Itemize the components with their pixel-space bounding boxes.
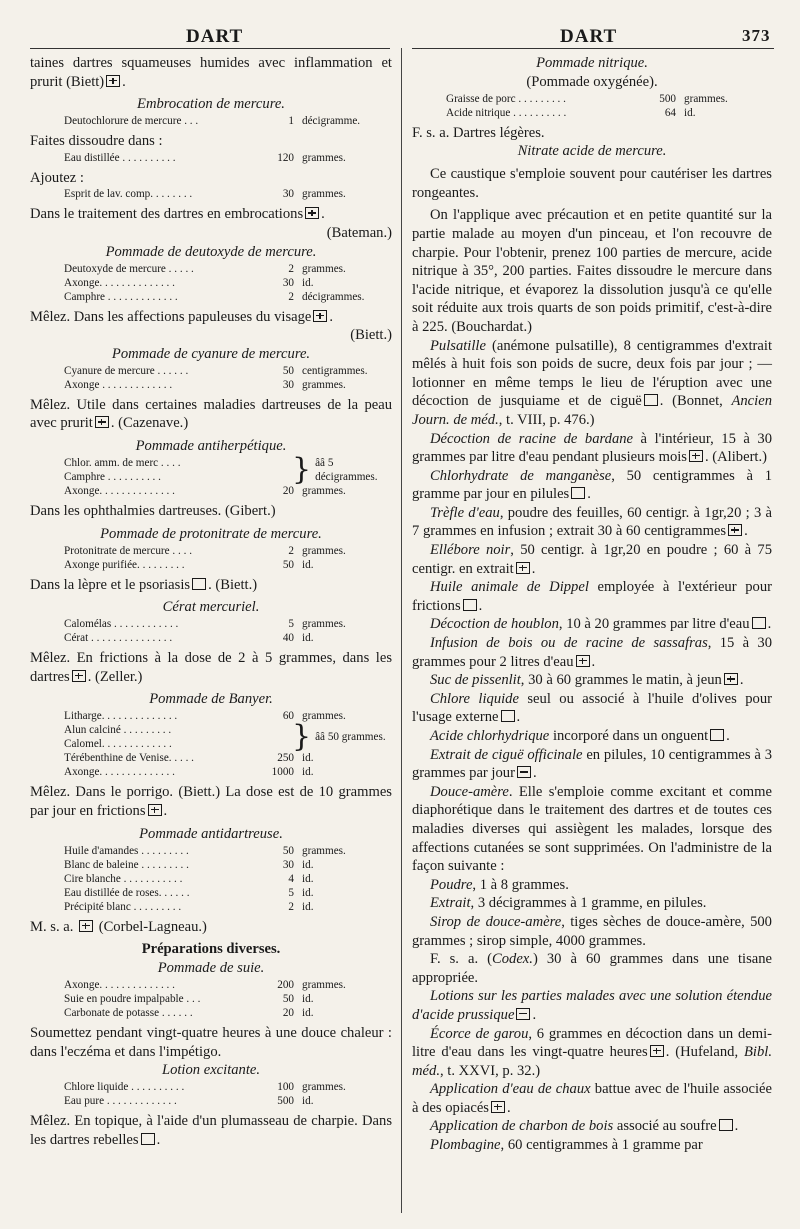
formula-line: Térébenthine de Venise. . . . . 250 id.	[64, 752, 314, 765]
plus-box-icon	[79, 920, 93, 932]
plus-box-icon	[72, 670, 86, 682]
empty-box-icon	[571, 487, 585, 499]
section-heading: Préparations diverses.	[141, 941, 281, 958]
formula-line: Litharge. . . . . . . . . . . . . . 60 grammes.	[64, 710, 346, 723]
paragraph: Dans la lèpre et le psoriasis . (Biett.)	[30, 576, 258, 593]
paragraph: Écorce de garou, 6 grammes en décoction dans un demi-litre d'eau dans les vingt-quatre heures . (Hufeland, Bibl. méd., t. XXVI, p. 32.)	[412, 1025, 772, 1079]
plus-box-icon	[313, 310, 327, 322]
paragraph: Décoction de racine de bardane à l'intérieur, 15 à 30 grammes par litre d'eau pendant plusieurs mois . (Alibert.)	[412, 430, 772, 466]
plus-box-icon	[576, 655, 590, 667]
formula-line: Carbonate de potasse . . . . . . 20 id.	[64, 1007, 314, 1020]
paragraph: Application d'eau de chaux battue avec de l'huile associée à des opiacés .	[412, 1081, 772, 1116]
formula-heading: Pommade de suie.	[157, 960, 265, 977]
paragraph: Décoction de houblon, 10 à 20 grammes par litre d'eau .	[430, 616, 772, 633]
citation: (Bateman.)	[326, 224, 392, 241]
paragraph: Chlore liquide seul ou associé à l'huile d'olives pour l'usage externe .	[412, 690, 772, 726]
formula-heading: Embrocation de mercure.	[137, 96, 285, 113]
paragraph: Faites dissoudre dans :	[30, 133, 163, 150]
paragraph: Mêlez. En topique, à l'aide d'un plumasseau de charpie. Dans les dartres rebelles .	[30, 1113, 392, 1148]
paragraph: Infusion de bois ou de racine de sassafras, 15 à 30 grammes pour 2 litres d'eau .	[412, 635, 773, 670]
paragraph: Lotions sur les parties malades avec une solution étendue d'acide prussique .	[412, 988, 772, 1023]
formula-line: Eau distillée . . . . . . . . . . 120 grammes.	[64, 151, 346, 164]
formula-heading: Lotion excitante.	[161, 1062, 261, 1079]
formula-heading: Pommade antiherpétique.	[135, 437, 287, 454]
paragraph: Dans les ophthalmies dartreuses. (Gibert.)	[30, 502, 276, 519]
paragraph: On l'applique avec précaution et en petite quantité sur la partie malade au moyen d'un pinceau, et l'on recouvre de charpie. Pour l'obtenir, prenez 100 parties de mercure, acide nitrique à 35°, 200 parties. Faites dissoudre le mercure dans l'acide nitrique, et évaporez la dissolution jusqu'à ce qu'elle soit réduite aux trois quarts de son poids primitif, c'est-à-dire à 225. (Bouchardat.)	[412, 207, 772, 335]
formula-line: Deutochlorure de mercure . . . 1 décigramme.	[64, 115, 361, 128]
paragraph: Huile animale de Dippel employée à l'extérieur pour frictions .	[412, 579, 772, 614]
minus-box-icon	[517, 766, 531, 778]
paragraph: F. s. a. (Codex.) 30 à 60 grammes dans une tisane appropriée.	[412, 951, 773, 986]
empty-box-icon	[644, 394, 658, 406]
formula-line: Deutoxyde de mercure . . . . . 2 grammes.	[64, 262, 346, 275]
formula-heading: Cérat mercuriel.	[162, 599, 260, 616]
formula-line: Eau pure . . . . . . . . . . . . . 500 id.	[64, 1095, 314, 1108]
formula-line: Axonge. . . . . . . . . . . . . . 200 grammes.	[64, 979, 346, 992]
right-column	[412, 54, 772, 1155]
formula-line: Axonge. . . . . . . . . . . . . . 30 id.	[64, 276, 314, 289]
paragraph: Soumettez pendant vingt-quatre heures à une douce chaleur : dans l'eczéma et dans l'impétigo.	[30, 1025, 392, 1060]
header-rule-left	[30, 48, 390, 49]
formula-line: Protonitrate de mercure . . . . 2 grammes.	[64, 544, 346, 557]
formula-line: Axonge. . . . . . . . . . . . . . 20 grammes.	[64, 484, 346, 497]
empty-box-icon	[719, 1119, 733, 1131]
paragraph: Application de charbon de bois associé au soufre .	[430, 1118, 739, 1135]
formula-heading: Pommade de Banyer.	[149, 691, 273, 708]
plus-box-icon	[305, 207, 319, 219]
empty-box-icon	[141, 1133, 155, 1145]
running-head-left: DART	[186, 26, 244, 47]
brace-symbol: }	[292, 719, 312, 755]
paragraph: Mêlez. Dans le porrigo. (Biett.) La dose est de 10 grammes par jour en frictions .	[30, 784, 392, 819]
paragraph: Ellébore noir, 50 centigr. à 1gr,20 en poudre ; 60 à 75 centigr. en extrait .	[412, 542, 772, 577]
formula-line: Eau distillée de roses. . . . . . 5 id.	[64, 886, 314, 899]
left-column	[30, 54, 392, 1149]
paragraph: F. s. a. Dartres légères.	[412, 124, 545, 141]
formula-group: Chlor. amm. de merc . . . . Camphre . . . . . . . . . . } ââ 5 décigrammes.	[64, 451, 378, 487]
empty-box-icon	[501, 710, 515, 722]
empty-box-icon	[463, 599, 477, 611]
paragraph: taines dartres squameuses humides avec inflammation et prurit (Biett) .	[30, 55, 392, 90]
paragraph: Sirop de douce-amère, tiges sèches de douce-amère, 500 grammes ; sirop simple, 4000 grammes.	[412, 913, 772, 949]
page-number: 373	[742, 26, 771, 45]
plus-box-icon	[724, 673, 738, 685]
plus-box-icon	[650, 1045, 664, 1057]
formula-line: Suie en poudre impalpable . . . 50 id.	[64, 993, 314, 1006]
paragraph: Poudre, 1 à 8 grammes.	[430, 876, 569, 893]
formula-line: Esprit de lav. comp. . . . . . . . 30 grammes.	[64, 188, 346, 201]
paragraph: Dans le traitement des dartres en embrocations .	[30, 206, 325, 223]
plus-box-icon	[728, 524, 742, 536]
paragraph: Chlorhydrate de manganèse, 50 centigrammes à 1 gramme par jour en pilules .	[412, 467, 772, 503]
formula-line: Acide nitrique . . . . . . . . . . 64 id.	[446, 106, 696, 119]
formula-line: Axonge. . . . . . . . . . . . . . 1000 id.	[64, 766, 314, 779]
header-rule-right	[412, 48, 774, 49]
formula-heading: Nitrate acide de mercure.	[517, 143, 667, 160]
formula-line: Chlore liquide . . . . . . . . . . 100 grammes.	[64, 1081, 346, 1094]
empty-box-icon	[752, 617, 766, 629]
formula-line: Camphre . . . . . . . . . . . . . 2 décigrammes.	[64, 290, 365, 303]
paragraph: Extrait de ciguë officinale en pilules, 10 centigrammes à 3 grammes par jour .	[412, 746, 772, 782]
paragraph: Mêlez. En frictions à la dose de 2 à 5 grammes, dans les dartres . (Zeller.)	[30, 650, 392, 685]
paragraph: Douce-amère. Elle s'emploie comme excitant et comme diaphorétique dans le traitement des dartres et de toutes ces maladies diverses qui assiègent les malades, lorsque des affections cutanées se sont supprimées. On l'administre de la façon suivante :	[412, 783, 772, 875]
plus-box-icon	[516, 562, 530, 574]
paragraph: M. s. a. (Corbel-Lagneau.)	[30, 918, 207, 935]
plus-box-icon	[491, 1101, 505, 1113]
formula-group: Alun calciné . . . . . . . . . Calomel. . . . . . . . . . . . . } ââ 50 grammes.	[64, 719, 386, 755]
formula-line: Cérat . . . . . . . . . . . . . . . 40 id.	[64, 632, 314, 645]
empty-box-icon	[192, 578, 206, 590]
column-divider	[401, 48, 402, 1213]
paragraph: Mêlez. Dans les affections papuleuses du visage .	[30, 308, 334, 325]
paragraph: Trèfle d'eau, poudre des feuilles, 60 centigr. à 1gr,20 ; 3 à 7 grammes en infusion ; extrait 30 à 60 centigrammes .	[412, 504, 772, 540]
plus-box-icon	[689, 450, 703, 462]
paragraph: Mêlez. Utile dans certaines maladies dartreuses de la peau avec prurit . (Cazenave.)	[30, 396, 392, 432]
empty-box-icon	[710, 729, 724, 741]
brace-symbol: }	[292, 451, 312, 487]
plus-box-icon	[95, 416, 109, 428]
formula-line: Calomélas . . . . . . . . . . . . 5 grammes.	[64, 618, 346, 631]
running-head-right: DART	[560, 26, 618, 47]
formula-line: Précipité blanc . . . . . . . . . 2 id.	[64, 900, 314, 913]
paragraph: Suc de pissenlit, 30 à 60 grammes le matin, à jeun .	[430, 672, 744, 689]
plus-box-icon	[106, 75, 120, 87]
formula-line: Blanc de baleine . . . . . . . . . 30 id.	[64, 858, 314, 871]
formula-line: Axonge . . . . . . . . . . . . . 30 grammes.	[64, 378, 346, 391]
formula-line: Cire blanche . . . . . . . . . . . 4 id.	[64, 872, 314, 885]
formula-heading: Pommade de protonitrate de mercure.	[100, 525, 322, 542]
paragraph: Extrait, 3 décigrammes à 1 gramme, en pilules.	[430, 895, 707, 912]
paragraph: Plombagine, 60 centigrammes à 1 gramme par	[430, 1137, 703, 1154]
formula-heading: Pommade de deutoxyde de mercure.	[105, 243, 317, 260]
formula-line: Graisse de porc . . . . . . . . . 500 grammes.	[446, 92, 728, 105]
plus-box-icon	[148, 804, 162, 816]
paragraph: Ce caustique s'emploie souvent pour cautériser les dartres rongeantes.	[412, 166, 772, 201]
formula-subheading: (Pommade oxygénée).	[526, 74, 658, 90]
paragraph: Pulsatille (anémone pulsatille), 8 centigrammes d'extrait mêlés à huit fois son poids de sucre, deux fois par jour ; — lotionner en même temps le lieu de l'éruption avec une décoction de jusquiame et de ciguë . (Bonnet, Ancien Journ. de méd., t. VIII, p. 476.)	[412, 337, 772, 428]
formula-line: Huile d'amandes . . . . . . . . . 50 grammes.	[64, 844, 346, 857]
citation: (Biett.)	[350, 327, 392, 344]
paragraph: Acide chlorhydrique incorporé dans un onguent .	[430, 728, 730, 744]
formula-heading: Pommade de cyanure de mercure.	[111, 345, 311, 362]
formula-line: Cyanure de mercure . . . . . . 50 centigrammes.	[64, 364, 368, 377]
formula-heading: Pommade nitrique.	[536, 55, 648, 71]
formula-heading: Pommade antidartreuse.	[139, 825, 283, 842]
paragraph: Ajoutez :	[30, 169, 84, 186]
minus-box-icon	[516, 1008, 530, 1020]
formula-line: Axonge purifiée. . . . . . . . . 50 id.	[64, 558, 314, 571]
